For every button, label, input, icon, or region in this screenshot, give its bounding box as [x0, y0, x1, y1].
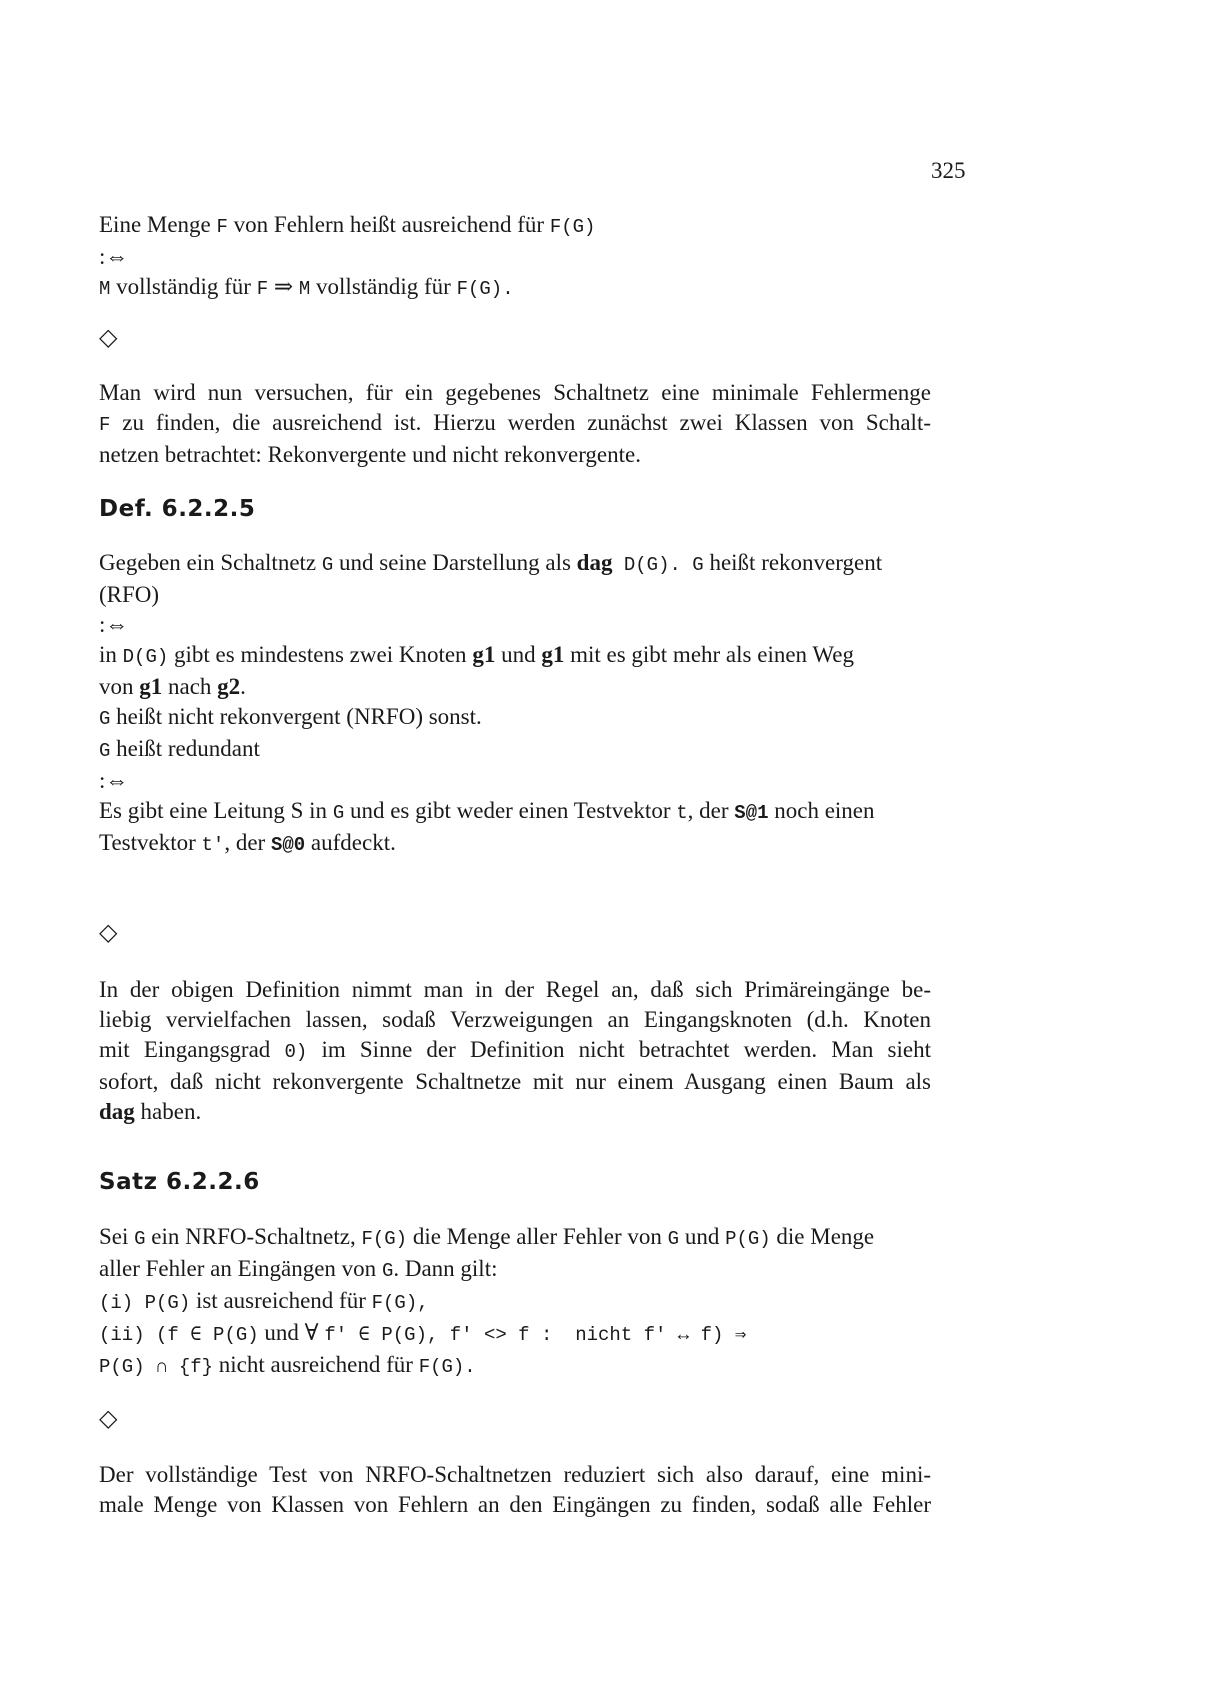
- symbol: P(G): [725, 1228, 771, 1250]
- text: zu finden, die ausreichend ist. Hierzu werden zunächst zwei Klassen von Schalt-: [110, 410, 931, 435]
- def-sufficient-line-1: [99, 210, 999, 242]
- def-line-3: :⇔: [99, 612, 129, 637]
- paragraph-3: [99, 1460, 931, 1520]
- end-of-theorem-diamond-icon: ◇: [99, 1404, 118, 1432]
- symbol: F: [216, 216, 228, 238]
- def-line-1: [99, 548, 931, 580]
- symbol: (ii) (f ∈ P(G): [99, 1324, 259, 1346]
- symbol: G: [332, 802, 345, 824]
- def-line-9: [99, 796, 931, 828]
- theorem-line-2: [99, 1254, 931, 1286]
- text: Es gibt eine Leitung S in: [99, 798, 333, 823]
- symbol: 0): [284, 1041, 308, 1063]
- text: und seine Darstellung als: [333, 550, 577, 575]
- text: . Dann gilt:: [393, 1256, 498, 1281]
- symbol: F: [99, 414, 111, 436]
- dag-term: dag: [99, 1099, 135, 1124]
- node-term: g1: [541, 642, 565, 667]
- symbol: D(G): [122, 646, 169, 668]
- symbol: F(G): [549, 216, 596, 238]
- text: heißt redundant: [110, 736, 260, 761]
- def-line-8: :⇔: [99, 768, 129, 793]
- node-term: g2: [217, 674, 241, 699]
- symbol: F(G).: [456, 278, 514, 300]
- symbol: t': [201, 834, 225, 856]
- def-sufficient-line-2: :⇔: [99, 244, 129, 269]
- symbol: M: [298, 278, 311, 300]
- text: nicht ausreichend für: [213, 1352, 419, 1377]
- text: von: [99, 674, 140, 699]
- text: Eine Menge: [99, 212, 217, 237]
- text: vollständig für: [310, 274, 457, 299]
- text: und: [679, 1224, 726, 1249]
- theorem-body: [99, 1222, 931, 1382]
- text: die Menge: [770, 1224, 875, 1249]
- text: aufdeckt.: [305, 830, 396, 855]
- paragraph-3-line-2: male Menge von Klassen von Fehlern an den Eingängen zu finden, sodaß alle Fehler: [99, 1492, 931, 1517]
- text: haben.: [134, 1099, 202, 1124]
- text: aller Fehler an Eingängen von: [99, 1256, 382, 1281]
- symbol: F: [256, 278, 269, 300]
- text: Testvektor: [99, 830, 202, 855]
- end-of-definition-diamond-icon: ◇: [99, 323, 118, 351]
- text: Gegeben ein Schaltnetz: [99, 550, 322, 575]
- text: .: [240, 674, 246, 699]
- symbol: f' ∈ P(G), f' <> f : nicht f' ↔ f) ⇒: [324, 1324, 747, 1346]
- paragraph-1-line-1: Man wird nun versuchen, für ein gegebenes Schaltnetz eine minimale Fehlermenge: [99, 380, 931, 405]
- symbol: F(G),: [371, 1292, 429, 1314]
- symbol: G: [667, 1228, 680, 1250]
- page-number: 325: [931, 158, 966, 183]
- paragraph-2-line-1: In der obigen Definition nimmt man in der Regel an, daß sich Primäreingänge be-: [99, 977, 931, 1002]
- fault-symbol: S@0: [270, 834, 306, 856]
- symbol: P(G) ∩ {f}: [99, 1356, 214, 1378]
- symbol: t: [676, 802, 688, 824]
- text: die Menge aller Fehler von: [407, 1224, 668, 1249]
- text: , der: [224, 830, 271, 855]
- definition-sufficient: [99, 210, 999, 304]
- symbol: G: [680, 554, 704, 576]
- theorem-line-1: [99, 1222, 931, 1254]
- paragraph-2-line-4: sofort, daß nicht rekonvergente Schaltnetze mit nur einem Ausgang einen Baum als: [99, 1069, 931, 1094]
- symbol: (i) P(G): [99, 1292, 191, 1314]
- symbol: G: [99, 708, 111, 730]
- text: von Fehlern heißt ausreichend für: [227, 212, 550, 237]
- text: in: [99, 642, 123, 667]
- paragraph-2: [99, 975, 931, 1127]
- symbol: G: [99, 740, 111, 762]
- symbol: D(G).: [612, 554, 681, 576]
- def-line-5: [99, 672, 931, 702]
- text: im Sinne der Definition nicht betrachtet werden. Man sieht: [307, 1037, 932, 1062]
- symbol: M: [99, 278, 111, 300]
- text: heißt rekonvergent: [703, 550, 883, 575]
- def-line-10: [99, 828, 931, 860]
- theorem-line-3: [99, 1286, 931, 1318]
- theorem-line-4: [99, 1318, 931, 1350]
- text: gibt es mindestens zwei Knoten: [168, 642, 473, 667]
- paragraph-1-line-3: netzen betrachtet: Rekonvergente und nicht rekonvergente.: [99, 442, 641, 467]
- paragraph-2-line-3: [99, 1035, 931, 1067]
- theorem-heading: Satz 6.2.2.6: [99, 1169, 260, 1195]
- symbol: F(G): [361, 1228, 408, 1250]
- text: und: [495, 642, 542, 667]
- paragraph-2-line-5: [99, 1097, 931, 1127]
- text: heißt nicht rekonvergent (NRFO) sonst.: [110, 704, 482, 729]
- text: mit es gibt mehr als einen Weg: [564, 642, 854, 667]
- text: Sei: [99, 1224, 135, 1249]
- paragraph-2-line-2: liebig vervielfachen lassen, sodaß Verzweigungen an Eingangsknoten (d.h. Knoten: [99, 1007, 931, 1032]
- text: und ∀: [258, 1320, 325, 1345]
- text: ein NRFO-Schaltnetz,: [145, 1224, 362, 1249]
- text: und es gibt weder einen Testvektor: [344, 798, 677, 823]
- symbol: G: [321, 554, 334, 576]
- text: nach: [162, 674, 218, 699]
- definition-heading: Def. 6.2.2.5: [99, 496, 256, 522]
- text: , der: [687, 798, 735, 823]
- node-term: g1: [472, 642, 496, 667]
- def-sufficient-line-3: [99, 272, 999, 304]
- theorem-line-5: [99, 1350, 931, 1382]
- def-line-6: [99, 702, 931, 734]
- def-line-7: [99, 734, 931, 766]
- paragraph-3-line-1: Der vollständige Test von NRFO-Schaltnetzen reduziert sich also darauf, eine mini-: [99, 1462, 931, 1487]
- node-term: g1: [139, 674, 163, 699]
- symbol: G: [381, 1260, 394, 1282]
- paragraph-1-line-2: [99, 408, 931, 440]
- text: mit Eingangsgrad: [99, 1037, 285, 1062]
- fault-symbol: S@1: [734, 802, 769, 824]
- symbol: F(G).: [418, 1356, 476, 1378]
- text: noch einen: [768, 798, 875, 823]
- text: vollständig für: [110, 274, 257, 299]
- dag-term: dag: [576, 550, 613, 575]
- def-line-4: [99, 640, 931, 672]
- symbol: G: [134, 1228, 146, 1250]
- def-line-2: (RFO): [99, 582, 160, 607]
- end-of-definition-diamond-icon: ◇: [99, 918, 118, 946]
- definition-body: [99, 548, 931, 860]
- text: ist ausreichend für: [190, 1288, 372, 1313]
- implies-symbol: ⇒: [268, 274, 299, 299]
- paragraph-1: [99, 378, 931, 470]
